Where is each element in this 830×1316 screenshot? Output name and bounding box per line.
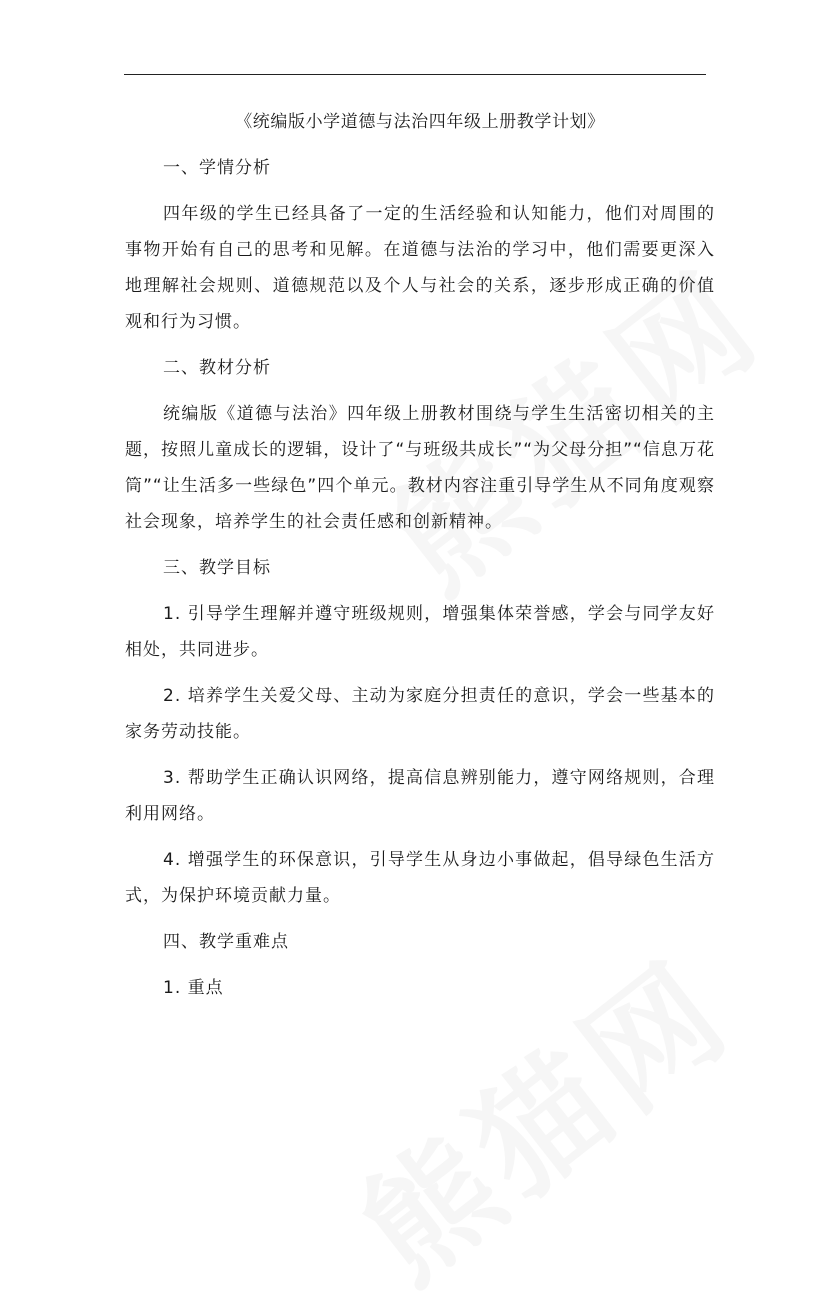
document-title: 《统编版小学道德与法治四年级上册教学计划》 xyxy=(235,112,605,132)
list-item: 1. 引导学生理解并遵守班级规则，增强集体荣誉感，学会与同学友好相处，共同进步。 xyxy=(125,604,715,660)
header-rule xyxy=(124,74,706,75)
section-heading: 三、教学目标 xyxy=(163,558,271,578)
list-item: 2. 培养学生关爱父母、主动为家庭分担责任的意识，学会一些基本的家务劳动技能。 xyxy=(125,686,715,742)
list-item: 3. 帮助学生正确认识网络，提高信息辨别能力，遵守网络规则，合理利用网络。 xyxy=(125,768,715,824)
paragraph: 统编版《道德与法治》四年级上册教材围绕与学生生活密切相关的主题，按照儿童成长的逻辑，设计了“与班级共成长”“为父母分担”“信息万花筒”“让生活多一些绿色”四个单元。教材内容注重引导学生从不同角度观察社会现象，培养学生的社会责任感和创新精神。 xyxy=(125,404,715,532)
paragraph: 四年级的学生已经具备了一定的生活经验和认知能力，他们对周围的事物开始有自己的思考和见解。在道德与法治的学习中，他们需要更深入地理解社会规则、道德规范以及个人与社会的关系，逐步形成正确的价值观和行为习惯。 xyxy=(125,204,715,332)
list-item: 1. 重点 xyxy=(163,978,224,998)
list-item: 4. 增强学生的环保意识，引导学生从身边小事做起，倡导绿色生活方式，为保护环境贡献力量。 xyxy=(125,850,715,906)
section-heading: 二、教材分析 xyxy=(163,358,271,378)
section-heading: 四、教学重难点 xyxy=(163,932,289,952)
document-body xyxy=(125,104,715,1016)
section-heading: 一、学情分析 xyxy=(163,158,271,178)
